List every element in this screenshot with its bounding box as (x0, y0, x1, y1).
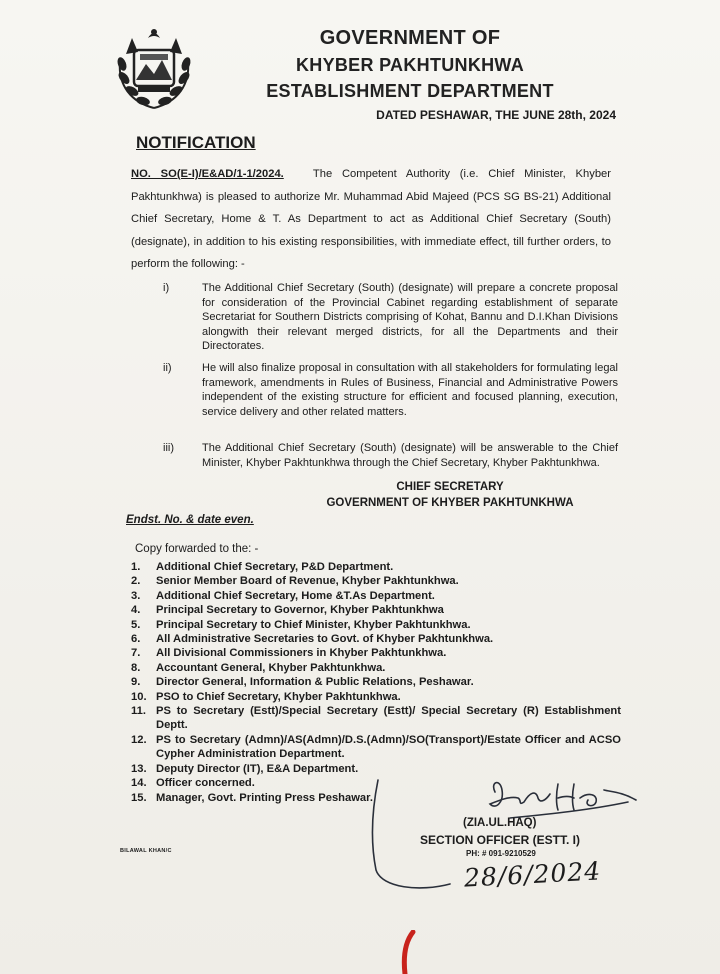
officer-name: (ZIA.UL.HAQ) (463, 817, 537, 829)
item-number: 14. (131, 777, 147, 790)
item-number: 2. (131, 575, 141, 588)
item-number: iii) (163, 442, 174, 454)
notification-reference: NO. SO(E-I)/E&AD/1-1/2024. (131, 168, 284, 180)
list-item (131, 704, 621, 733)
item-number: 10. (131, 690, 147, 703)
item-text: Accountant General, Khyber Pakhtunkhwa. (156, 661, 386, 674)
notification-body (131, 163, 611, 276)
list-item (131, 733, 621, 762)
item-text: Principal Secretary to Governor, Khyber Pakhtunkhwa (156, 604, 444, 617)
item-number: 5. (131, 618, 141, 631)
list-item (131, 646, 621, 660)
signatory-office: GOVERNMENT OF KHYBER PAKHTUNKHWA (326, 497, 574, 509)
initials-mark: BILAWAL KHAN/C (120, 848, 172, 854)
item-number: 15. (131, 791, 147, 804)
list-item (131, 632, 621, 646)
item-text: Director General, Information & Public Relations, Peshawar. (156, 676, 474, 689)
item-number: 3. (131, 589, 141, 602)
item-number: 6. (131, 633, 141, 646)
kp-government-emblem-icon (112, 24, 196, 114)
copy-forwarded-label: Copy forwarded to the: - (135, 543, 259, 555)
list-item (131, 603, 621, 617)
list-item (131, 661, 621, 675)
notification-body-text: The Competent Authority (i.e. Chief Minister, Khyber Pakhtunkhwa) is pleased to authorize Mr. Muhammad Abid Majeed (PCS SG BS-21) Additional Chief Secretary, Home & T. As Department to act as Additional Chief Secretary (South) (designate), in addition to his existing responsibilities, with immediate effect, till further orders, to perform the following: - (131, 168, 611, 270)
list-item (131, 690, 621, 704)
item-text: The Additional Chief Secretary (South) (designate) will prepare a concrete proposal for consideration of the Provincial Cabinet regarding establishment of separate Secretariat for Southern Districts comprising of Kohat, Bannu and D.I.Khan Divisions alongwith their relevant merged districts, for all the Departments and their Directorates. (202, 282, 618, 352)
item-number: 8. (131, 661, 141, 674)
red-pen-mark-icon (395, 930, 425, 974)
dated-line: DATED PESHAWAR, THE JUNE 28th, 2024 (376, 108, 616, 122)
item-number: ii) (163, 362, 172, 374)
signatory-title: CHIEF SECRETARY (396, 481, 504, 493)
item-number: 1. (131, 561, 141, 573)
item-number: 7. (131, 647, 141, 660)
list-item (131, 574, 621, 588)
item-text: Additional Chief Secretary, P&D Department. (156, 561, 394, 573)
item-text: All Divisional Commissioners in Khyber Pakhtunkhwa. (156, 647, 447, 660)
item-number: i) (163, 282, 170, 294)
handwritten-date: 28/6/2024 (463, 856, 602, 893)
item-text: Deputy Director (IT), E&A Department. (156, 762, 359, 775)
header-department: ESTABLISHMENT DEPARTMENT (266, 81, 554, 101)
list-item (131, 618, 621, 632)
item-number: 12. (131, 733, 147, 746)
item-text: Additional Chief Secretary, Home &T.As Department. (156, 589, 435, 602)
item-text: PS to Secretary (Admn)/AS(Admn)/D.S.(Admn)/SO(Transport)/Estate Officer and ACSO Cypher Administration Department. (156, 733, 621, 761)
item-text: PSO to Chief Secretary, Khyber Pakhtunkhwa. (156, 690, 401, 703)
item-text: Officer concerned. (156, 777, 255, 790)
header-province: KHYBER PAKHTUNKHWA (295, 55, 525, 75)
distribution-list (131, 560, 621, 805)
officer-phone: PH: # 091-9210529 (466, 849, 536, 858)
item-text: All Administrative Secretaries to Govt. of Khyber Pakhtunkhwa. (156, 633, 494, 646)
item-text: Manager, Govt. Printing Press Peshawar. (156, 791, 373, 804)
item-text: He will also finalize proposal in consultation with all stakeholders for formulating legal framework, amendments in Rules of Business, Financial and Administrative Powers independent of the existing structure for efficient and focused planning, execution, service delivery and other related matters. (202, 362, 618, 418)
item-number: 11. (131, 705, 146, 718)
list-item (131, 560, 621, 574)
item-text: The Additional Chief Secretary (South) (designate) will be answerable to the Chief Minister, Khyber Pakhtunkhwa through the Chief Secretary, Khyber Pakhtunkhwa. (202, 442, 618, 469)
item-text: Principal Secretary to Chief Minister, Khyber Pakhtunkhwa. (156, 618, 471, 631)
item-text: PS to Secretary (Estt)/Special Secretary (Estt)/ Special Secretary (R) Establishment Deptt. (156, 705, 621, 732)
item-number: 9. (131, 676, 141, 689)
endorsement-title: Endst. No. & date even. (126, 514, 254, 526)
list-item (131, 589, 621, 603)
item-text: Senior Member Board of Revenue, Khyber Pakhtunkhwa. (156, 575, 459, 588)
header-government: GOVERNMENT OF (319, 27, 501, 49)
item-number: 4. (131, 604, 141, 617)
notification-title: NOTIFICATION (136, 133, 256, 152)
officer-designation: SECTION OFFICER (ESTT. I) (420, 833, 581, 847)
list-item (131, 675, 621, 689)
item-number: 13. (131, 762, 147, 775)
